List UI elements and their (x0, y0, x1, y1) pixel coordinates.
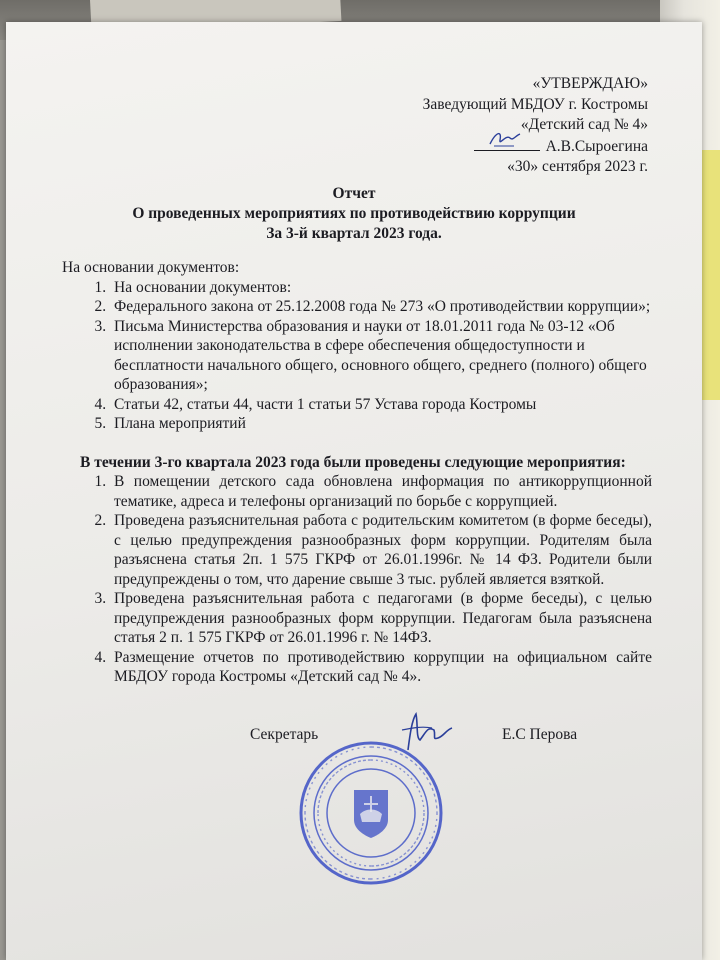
secretary-label: Секретарь (250, 726, 319, 743)
basis-item: 2. Федерального закона от 25.12.2008 года № 273 «О противодействии коррупции»; (110, 297, 652, 317)
report-period: За 3-й квартал 2023 года. (266, 225, 442, 242)
sign-underline (474, 136, 540, 151)
approval-sign-line (423, 136, 648, 158)
basis-item: 4. Статьи 42, статьи 44, части 1 статьи 57 Устава города Костромы (110, 395, 652, 415)
approval-word: «УТВЕРЖДАЮ» (532, 75, 648, 92)
approval-name: А.В.Сыроегина (545, 137, 648, 155)
activity-item: 1. В помещении детского сада обновлена информация по антикоррупционной тематике, адреса и телефоны организаций по борьбе с коррупцией. (110, 472, 652, 511)
activity-item: 2. Проведена разъяснительная работа с родительским комитетом (в форме беседы), с целью предупреждения разнообразных форм коррупции. Родителям была разъяснена статья 2п. 1 575 ГКРФ от 26.01.1996г. № 14 ФЗ. Родители были предупреждены о том, что дарение свыше 3 тыс. рублей является взяткой. (110, 511, 652, 589)
activities-heading: В течении 3-го квартала 2023 года были проведены следующие мероприятия: (80, 453, 626, 471)
approval-date: «30» сентября 2023 г. (507, 158, 648, 175)
activity-item: 4. Размещение отчетов по противодействию коррупции на официальном сайте МБДОУ города Костромы «Детский сад № 4». (110, 648, 652, 687)
approval-org: «Детский сад № 4» (520, 116, 648, 133)
report-subtitle: О проведенных мероприятиях по противодействию коррупции (132, 205, 576, 222)
basis-item: 3. Письма Министерства образования и науки от 18.01.2011 года № 03-12 «Об исполнении законодательства в сфере обеспечения общедоступности и бесплатности начального общего, основного общего, среднего (полного) общего образования»; (110, 317, 652, 395)
secretary-name: Е.С Перова (502, 726, 578, 743)
activity-item: 3. Проведена разъяснительная работа с педагогами (в форме беседы), с целью предупреждения разнообразных форм коррупции. Педагогам была разъяснена статья 2 п. 1 575 ГКРФ от 26.01.1996 г. № 14ФЗ. (110, 589, 652, 648)
approval-block (423, 74, 648, 178)
report-title-block (6, 184, 702, 244)
director-signature-icon (488, 128, 522, 150)
basis-list (62, 278, 652, 434)
approval-position: Заведующий МБДОУ г. Костромы (422, 95, 648, 113)
official-seal-icon (296, 738, 446, 888)
basis-item: 5. Плана мероприятий (110, 414, 652, 434)
document-page (6, 22, 702, 960)
activities-list (62, 472, 652, 687)
basis-item: 1. На основании документов: (110, 278, 652, 298)
report-body (62, 258, 652, 687)
basis-intro: На основании документов: (62, 259, 240, 276)
report-title: Отчет (332, 185, 376, 202)
